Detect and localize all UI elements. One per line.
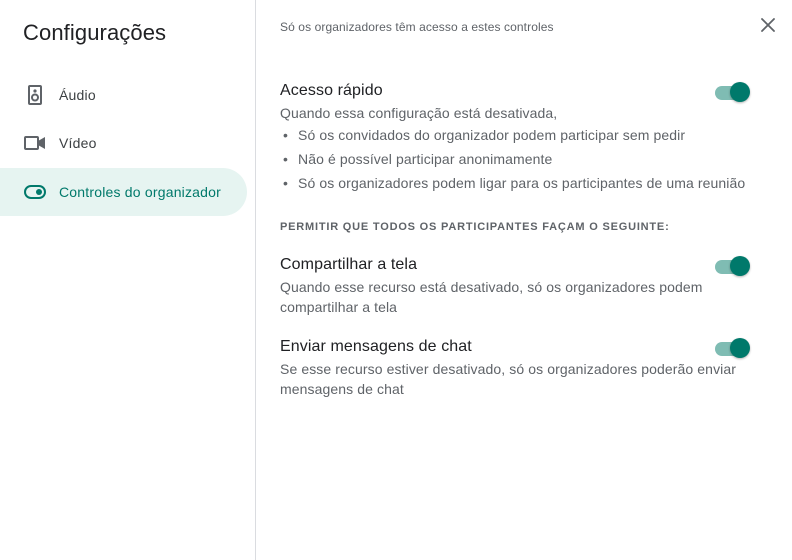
sidebar-item-label: Áudio [59,87,96,103]
toggle-thumb [730,256,750,276]
participants-section-header: PERMITIR QUE TODOS OS PARTICIPANTES FAÇAM O SEGUINTE: [280,221,670,233]
chat-description: Se esse recurso estiver desativado, só os organizadores poderão enviar mensagens de chat [280,361,737,397]
sidebar-item-label: Controles do organizador [59,184,222,200]
chat-toggle[interactable] [715,337,751,359]
share-screen-description: Quando esse recurso está desativado, só os organizadores podem compartilhar a tela [280,279,703,315]
chat-title: Enviar mensagens de chat [280,338,472,355]
sidebar-item-video[interactable] [0,119,247,167]
settings-sidebar [0,0,256,560]
toggle-icon [24,181,46,203]
share-screen-title: Compartilhar a tela [280,256,418,273]
host-only-notice: Só os organizadores têm acesso a estes controles [280,20,554,34]
toggle-thumb [730,338,750,358]
speaker-icon [24,84,46,106]
list-item: • Só os organizadores podem ligar para os participantes de uma reunião [280,171,745,195]
toggle-thumb [730,82,750,102]
sidebar-item-host-controls[interactable] [0,168,247,216]
close-button[interactable] [756,15,780,39]
share-screen-toggle[interactable] [715,255,751,277]
list-item: • Não é possível participar anonimamente [280,147,745,171]
settings-title: Configurações [23,20,167,45]
video-camera-icon [24,132,46,154]
sidebar-item-label: Vídeo [59,135,97,151]
list-item: • Só os convidados do organizador podem participar sem pedir [280,123,745,147]
quick-access-toggle[interactable] [715,81,751,103]
sidebar-item-audio[interactable] [0,71,247,119]
host-controls-panel [256,0,792,560]
quick-access-description: Quando essa configuração está desativada, [280,105,558,121]
quick-access-bullet-list [280,123,745,195]
quick-access-title: Acesso rápido [280,82,383,99]
close-icon [761,18,775,37]
